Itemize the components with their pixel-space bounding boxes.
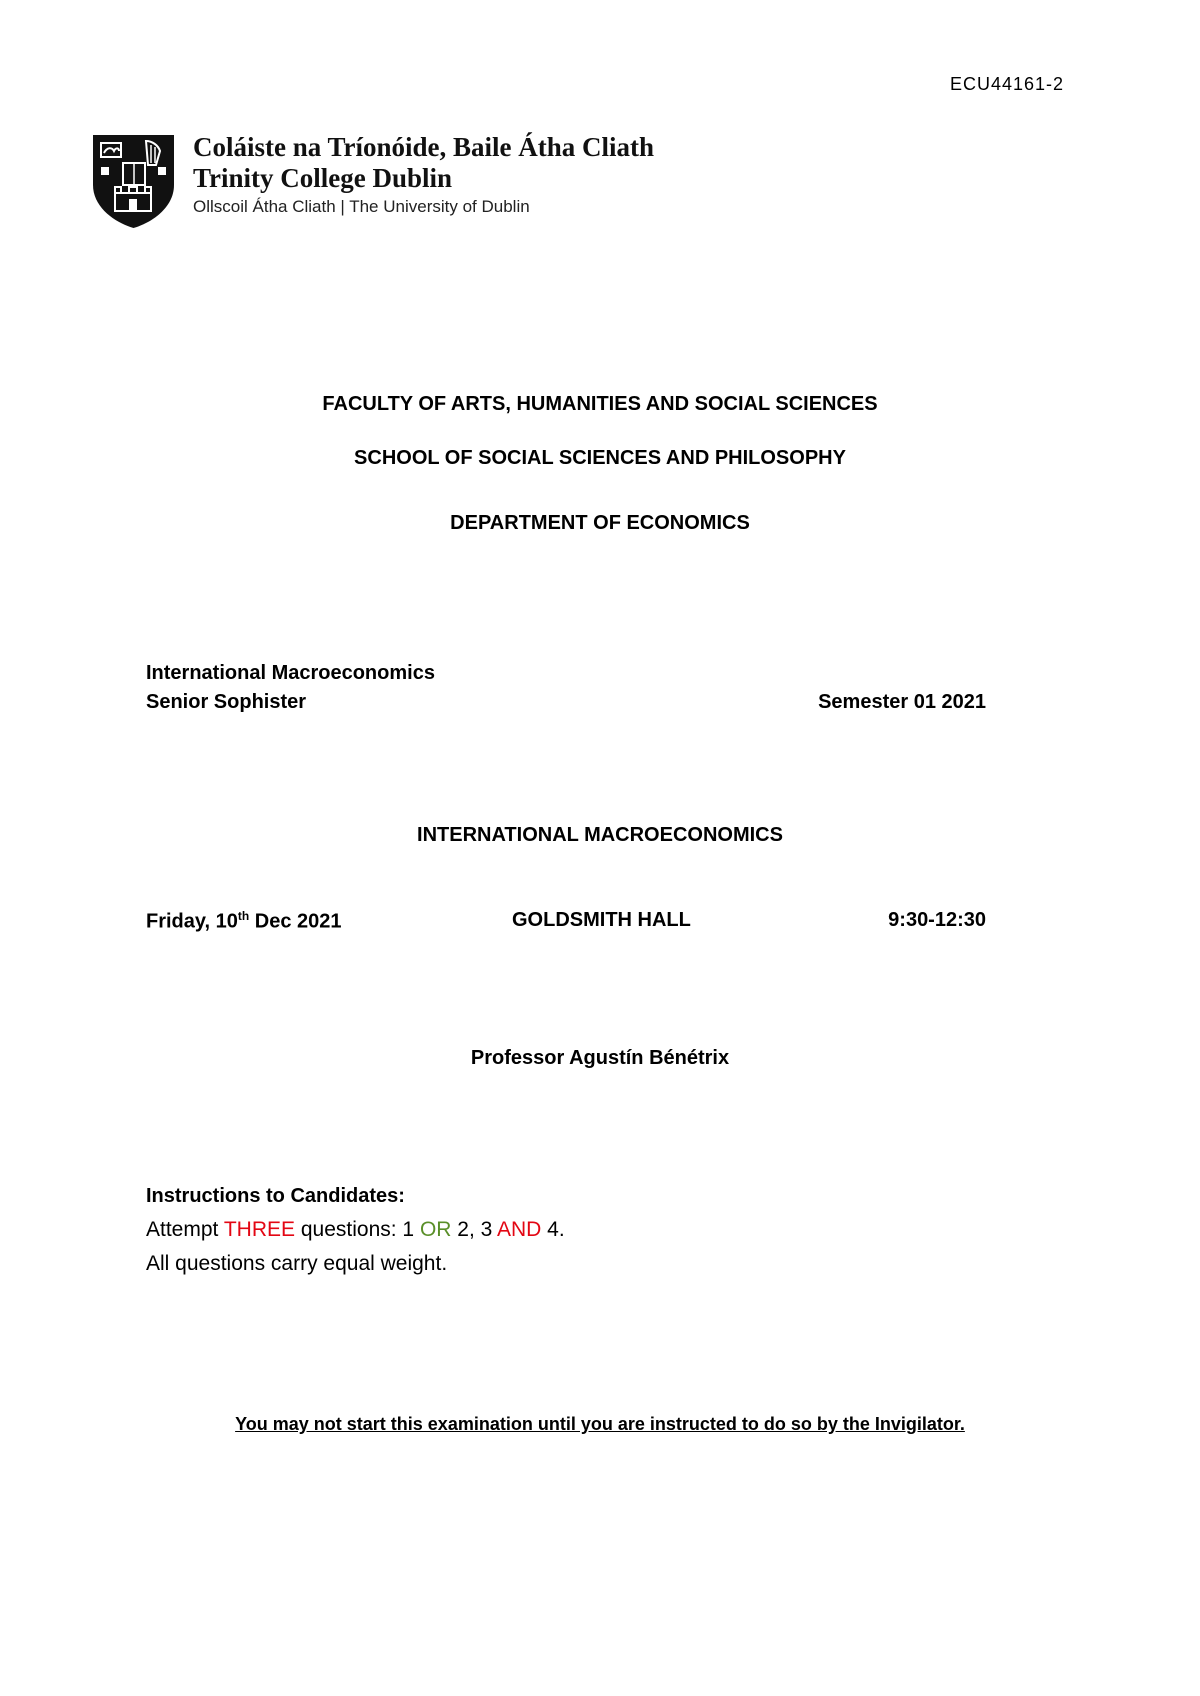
tcd-crest-logo bbox=[91, 133, 176, 229]
instructions-heading: Instructions to Candidates: bbox=[146, 1185, 405, 1207]
exam-title: INTERNATIONAL MACROECONOMICS bbox=[417, 824, 783, 846]
exam-date-day: Friday, 10 bbox=[146, 910, 238, 933]
instr-text-questions: questions: 1 bbox=[295, 1218, 420, 1241]
invigilator-notice: You may not start this examination until you are instructed to do so by the Invigilator. bbox=[235, 1414, 965, 1434]
school-name: SCHOOL OF SOCIAL SCIENCES AND PHILOSOPHY bbox=[354, 447, 846, 469]
instr-emphasis-three: THREE bbox=[223, 1218, 296, 1241]
semester: Semester 01 2021 bbox=[818, 691, 986, 713]
university-subtitle: Ollscoil Átha Cliath | The University of Dublin bbox=[193, 197, 530, 216]
exam-date-month-year: Dec 2021 bbox=[249, 910, 342, 933]
instr-emphasis-or: OR bbox=[419, 1218, 452, 1241]
instr-text-4: 4. bbox=[541, 1218, 565, 1241]
exam-date-suffix: th bbox=[237, 909, 250, 923]
instr-text-attempt: Attempt bbox=[146, 1218, 224, 1241]
faculty-name: FACULTY OF ARTS, HUMANITIES AND SOCIAL SCIENCES bbox=[322, 393, 878, 415]
instructions-line-1 bbox=[146, 1218, 565, 1242]
exam-code: ECU44161-2 bbox=[950, 74, 1065, 94]
university-name-irish: Coláiste na Tríonóide, Baile Átha Cliath bbox=[193, 132, 655, 162]
exam-date bbox=[146, 909, 342, 934]
university-name-english: Trinity College Dublin bbox=[193, 163, 453, 193]
exam-time: 9:30-12:30 bbox=[888, 909, 986, 931]
university-wordmark bbox=[193, 131, 654, 221]
examiner-name: Professor Agustín Bénétrix bbox=[470, 1047, 730, 1069]
instructions-line-2: All questions carry equal weight. bbox=[146, 1252, 448, 1275]
exam-venue: GOLDSMITH HALL bbox=[512, 909, 691, 931]
module-name: International Macroeconomics bbox=[146, 662, 435, 684]
department-name: DEPARTMENT OF ECONOMICS bbox=[450, 512, 750, 534]
student-year: Senior Sophister bbox=[146, 691, 307, 713]
instr-emphasis-and: AND bbox=[496, 1218, 542, 1241]
instr-text-2-3: 2, 3 bbox=[451, 1218, 497, 1241]
